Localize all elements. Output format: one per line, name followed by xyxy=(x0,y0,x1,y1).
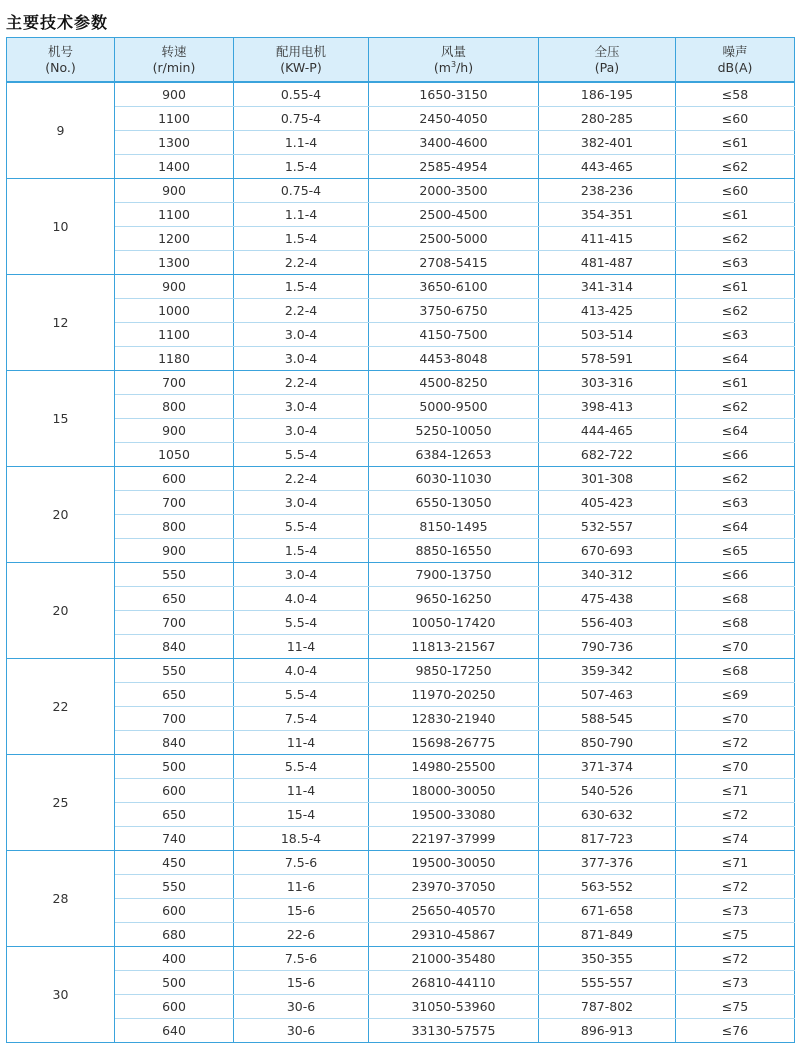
airflow-cell: 25650-40570 xyxy=(369,899,539,923)
motor-cell: 30-6 xyxy=(234,995,369,1019)
noise-cell: ≤63 xyxy=(676,251,795,275)
pressure-cell: 359-342 xyxy=(539,659,676,683)
header-motor-unit: (KW-P) xyxy=(280,59,322,75)
header-airflow-unit: $(m^3/h)$ xyxy=(433,59,474,75)
header-motor-label: 配用电机 xyxy=(275,43,326,59)
noise-cell: ≤64 xyxy=(676,347,795,371)
airflow-cell: 3750-6750 xyxy=(369,299,539,323)
table-row xyxy=(7,491,795,515)
airflow-cell: 2000-3500 xyxy=(369,179,539,203)
speed-cell: 1180 xyxy=(115,347,234,371)
airflow-cell: 9650-16250 xyxy=(369,587,539,611)
pressure-cell: 682-722 xyxy=(539,443,676,467)
airflow-cell: 8150-1495 xyxy=(369,515,539,539)
noise-cell: ≤64 xyxy=(676,419,795,443)
speed-cell: 700 xyxy=(115,491,234,515)
table-row xyxy=(7,779,795,803)
speed-cell: 1100 xyxy=(115,107,234,131)
speed-cell: 900 xyxy=(115,419,234,443)
table-row xyxy=(7,131,795,155)
motor-cell: 3.0-4 xyxy=(234,347,369,371)
noise-cell: ≤62 xyxy=(676,227,795,251)
header-speed-unit: (r/min) xyxy=(152,59,196,75)
speed-cell: 1100 xyxy=(115,323,234,347)
motor-cell: 15-6 xyxy=(234,899,369,923)
table-row xyxy=(7,971,795,995)
pressure-cell: 556-403 xyxy=(539,611,676,635)
airflow-cell: 7900-13750 xyxy=(369,563,539,587)
airflow-cell: 33130-57575 xyxy=(369,1019,539,1043)
table-row xyxy=(7,467,795,491)
noise-cell: ≤63 xyxy=(676,491,795,515)
motor-cell: 1.5-4 xyxy=(234,227,369,251)
airflow-cell: 6384-12653 xyxy=(369,443,539,467)
speed-cell: 640 xyxy=(115,1019,234,1043)
model-cell: 20 xyxy=(7,467,115,563)
model-cell: 22 xyxy=(7,659,115,755)
motor-cell: 5.5-4 xyxy=(234,683,369,707)
noise-cell: ≤62 xyxy=(676,299,795,323)
speed-cell: 650 xyxy=(115,683,234,707)
airflow-cell: 19500-30050 xyxy=(369,851,539,875)
table-row xyxy=(7,851,795,875)
noise-cell: ≤70 xyxy=(676,635,795,659)
noise-cell: ≤76 xyxy=(676,1019,795,1043)
table-row xyxy=(7,443,795,467)
speed-cell: 650 xyxy=(115,803,234,827)
model-cell: 9 xyxy=(7,82,115,179)
airflow-cell: 26810-44110 xyxy=(369,971,539,995)
table-row xyxy=(7,251,795,275)
pressure-cell: 503-514 xyxy=(539,323,676,347)
pressure-cell: 481-487 xyxy=(539,251,676,275)
motor-cell: 2.2-4 xyxy=(234,467,369,491)
model-cell: 20 xyxy=(7,563,115,659)
motor-cell: 1.5-4 xyxy=(234,275,369,299)
table-row xyxy=(7,995,795,1019)
motor-cell: 7.5-6 xyxy=(234,851,369,875)
motor-cell: 7.5-4 xyxy=(234,707,369,731)
airflow-cell: 23970-37050 xyxy=(369,875,539,899)
noise-cell: ≤72 xyxy=(676,947,795,971)
pressure-cell: 238-236 xyxy=(539,179,676,203)
table-row xyxy=(7,899,795,923)
table-row xyxy=(7,827,795,851)
motor-cell: 3.0-4 xyxy=(234,563,369,587)
pressure-cell: 354-351 xyxy=(539,203,676,227)
table-row xyxy=(7,107,795,131)
model-cell: 25 xyxy=(7,755,115,851)
section-title: 主要技术参数 xyxy=(6,13,109,32)
pressure-cell: 398-413 xyxy=(539,395,676,419)
pressure-cell: 303-316 xyxy=(539,371,676,395)
header-pressure-unit: (Pa) xyxy=(594,59,620,75)
header-pressure xyxy=(539,38,676,83)
pressure-cell: 555-557 xyxy=(539,971,676,995)
pressure-cell: 301-308 xyxy=(539,467,676,491)
noise-cell: ≤64 xyxy=(676,515,795,539)
speed-cell: 550 xyxy=(115,659,234,683)
speed-cell: 600 xyxy=(115,779,234,803)
airflow-cell: 4500-8250 xyxy=(369,371,539,395)
model-cell: 10 xyxy=(7,179,115,275)
table-row xyxy=(7,587,795,611)
motor-cell: 5.5-4 xyxy=(234,515,369,539)
noise-cell: ≤62 xyxy=(676,395,795,419)
airflow-cell: 2708-5415 xyxy=(369,251,539,275)
pressure-cell: 444-465 xyxy=(539,419,676,443)
table-header xyxy=(7,38,795,83)
motor-cell: 3.0-4 xyxy=(234,323,369,347)
table-row xyxy=(7,755,795,779)
speed-cell: 800 xyxy=(115,395,234,419)
pressure-cell: 377-376 xyxy=(539,851,676,875)
motor-cell: 7.5-6 xyxy=(234,947,369,971)
table-row xyxy=(7,347,795,371)
speed-cell: 900 xyxy=(115,179,234,203)
motor-cell: 22-6 xyxy=(234,923,369,947)
motor-cell: 5.5-4 xyxy=(234,611,369,635)
pressure-cell: 413-425 xyxy=(539,299,676,323)
table-row xyxy=(7,395,795,419)
table-row xyxy=(7,1019,795,1043)
speed-cell: 800 xyxy=(115,515,234,539)
motor-cell: 5.5-4 xyxy=(234,755,369,779)
table-row xyxy=(7,515,795,539)
motor-cell: 15-4 xyxy=(234,803,369,827)
motor-cell: 11-6 xyxy=(234,875,369,899)
airflow-cell: 29310-45867 xyxy=(369,923,539,947)
header-speed xyxy=(115,38,234,83)
motor-cell: 3.0-4 xyxy=(234,395,369,419)
noise-cell: ≤65 xyxy=(676,539,795,563)
speed-cell: 1000 xyxy=(115,299,234,323)
airflow-cell: 22197-37999 xyxy=(369,827,539,851)
model-cell: 12 xyxy=(7,275,115,371)
noise-cell: ≤62 xyxy=(676,155,795,179)
airflow-cell: 10050-17420 xyxy=(369,611,539,635)
speed-cell: 700 xyxy=(115,371,234,395)
airflow-cell: 3650-6100 xyxy=(369,275,539,299)
noise-cell: ≤61 xyxy=(676,275,795,299)
table-row xyxy=(7,635,795,659)
model-cell: 28 xyxy=(7,851,115,947)
table-row xyxy=(7,82,795,107)
airflow-cell: 4453-8048 xyxy=(369,347,539,371)
pressure-cell: 871-849 xyxy=(539,923,676,947)
airflow-cell: 5000-9500 xyxy=(369,395,539,419)
speed-cell: 600 xyxy=(115,467,234,491)
header-model xyxy=(7,38,115,83)
table-row xyxy=(7,731,795,755)
airflow-cell: 15698-26775 xyxy=(369,731,539,755)
noise-cell: ≤68 xyxy=(676,659,795,683)
noise-cell: ≤72 xyxy=(676,875,795,899)
noise-cell: ≤66 xyxy=(676,443,795,467)
table-row xyxy=(7,155,795,179)
pressure-cell: 411-415 xyxy=(539,227,676,251)
speed-cell: 900 xyxy=(115,82,234,107)
noise-cell: ≤69 xyxy=(676,683,795,707)
motor-cell: 1.1-4 xyxy=(234,131,369,155)
header-noise xyxy=(676,38,795,83)
table-row xyxy=(7,371,795,395)
airflow-cell: 2500-5000 xyxy=(369,227,539,251)
motor-cell: 18.5-4 xyxy=(234,827,369,851)
speed-cell: 700 xyxy=(115,707,234,731)
table-row xyxy=(7,923,795,947)
noise-cell: ≤72 xyxy=(676,731,795,755)
table-row xyxy=(7,683,795,707)
speed-cell: 400 xyxy=(115,947,234,971)
motor-cell: 4.0-4 xyxy=(234,587,369,611)
noise-cell: ≤60 xyxy=(676,107,795,131)
pressure-cell: 532-557 xyxy=(539,515,676,539)
table-body xyxy=(7,82,795,1043)
airflow-cell: 11970-20250 xyxy=(369,683,539,707)
motor-cell: 11-4 xyxy=(234,779,369,803)
airflow-cell: 12830-21940 xyxy=(369,707,539,731)
table-row xyxy=(7,803,795,827)
airflow-cell: 18000-30050 xyxy=(369,779,539,803)
table-row xyxy=(7,707,795,731)
noise-cell: ≤73 xyxy=(676,971,795,995)
pressure-cell: 350-355 xyxy=(539,947,676,971)
motor-cell: 11-4 xyxy=(234,635,369,659)
pressure-cell: 507-463 xyxy=(539,683,676,707)
pressure-cell: 790-736 xyxy=(539,635,676,659)
pressure-cell: 896-913 xyxy=(539,1019,676,1043)
pressure-cell: 405-423 xyxy=(539,491,676,515)
airflow-cell: 19500-33080 xyxy=(369,803,539,827)
pressure-cell: 371-374 xyxy=(539,755,676,779)
pressure-cell: 850-790 xyxy=(539,731,676,755)
pressure-cell: 578-591 xyxy=(539,347,676,371)
table-row xyxy=(7,203,795,227)
header-noise-label: 噪声 xyxy=(722,43,748,59)
header-noise-unit: dB(A) xyxy=(717,59,753,75)
noise-cell: ≤63 xyxy=(676,323,795,347)
speed-cell: 650 xyxy=(115,587,234,611)
airflow-cell: 2585-4954 xyxy=(369,155,539,179)
table-row xyxy=(7,875,795,899)
motor-cell: 1.5-4 xyxy=(234,539,369,563)
airflow-cell: 3400-4600 xyxy=(369,131,539,155)
motor-cell: 15-6 xyxy=(234,971,369,995)
motor-cell: 0.75-4 xyxy=(234,107,369,131)
noise-cell: ≤61 xyxy=(676,203,795,227)
noise-cell: ≤73 xyxy=(676,899,795,923)
pressure-cell: 588-545 xyxy=(539,707,676,731)
airflow-cell: 8850-16550 xyxy=(369,539,539,563)
airflow-cell: 4150-7500 xyxy=(369,323,539,347)
speed-cell: 900 xyxy=(115,275,234,299)
airflow-cell: 14980-25500 xyxy=(369,755,539,779)
motor-cell: 0.75-4 xyxy=(234,179,369,203)
motor-cell: 1.1-4 xyxy=(234,203,369,227)
model-cell: 30 xyxy=(7,947,115,1043)
noise-cell: ≤66 xyxy=(676,563,795,587)
header-airflow xyxy=(369,38,539,83)
speed-cell: 450 xyxy=(115,851,234,875)
speed-cell: 500 xyxy=(115,971,234,995)
table-row xyxy=(7,947,795,971)
airflow-cell: 2500-4500 xyxy=(369,203,539,227)
speed-cell: 1100 xyxy=(115,203,234,227)
speed-cell: 700 xyxy=(115,611,234,635)
speed-cell: 740 xyxy=(115,827,234,851)
noise-cell: ≤68 xyxy=(676,611,795,635)
pressure-cell: 630-632 xyxy=(539,803,676,827)
noise-cell: ≤75 xyxy=(676,995,795,1019)
table-row xyxy=(7,611,795,635)
noise-cell: ≤74 xyxy=(676,827,795,851)
table-row xyxy=(7,179,795,203)
header-motor xyxy=(234,38,369,83)
airflow-cell: 21000-35480 xyxy=(369,947,539,971)
speed-cell: 840 xyxy=(115,731,234,755)
noise-cell: ≤72 xyxy=(676,803,795,827)
noise-cell: ≤62 xyxy=(676,467,795,491)
airflow-cell: 6030-11030 xyxy=(369,467,539,491)
table-row xyxy=(7,659,795,683)
header-pressure-label: 全压 xyxy=(594,43,620,59)
pressure-cell: 341-314 xyxy=(539,275,676,299)
pressure-cell: 670-693 xyxy=(539,539,676,563)
motor-cell: 11-4 xyxy=(234,731,369,755)
table-row xyxy=(7,323,795,347)
motor-cell: 30-6 xyxy=(234,1019,369,1043)
pressure-cell: 671-658 xyxy=(539,899,676,923)
motor-cell: 0.55-4 xyxy=(234,82,369,107)
pressure-cell: 382-401 xyxy=(539,131,676,155)
speed-cell: 900 xyxy=(115,539,234,563)
airflow-cell: 5250-10050 xyxy=(369,419,539,443)
airflow-cell: 31050-53960 xyxy=(369,995,539,1019)
table-row xyxy=(7,563,795,587)
motor-cell: 3.0-4 xyxy=(234,491,369,515)
header-model-unit: (No.) xyxy=(45,59,76,75)
noise-cell: ≤71 xyxy=(676,851,795,875)
motor-cell: 2.2-4 xyxy=(234,299,369,323)
motor-cell: 3.0-4 xyxy=(234,419,369,443)
airflow-cell: 2450-4050 xyxy=(369,107,539,131)
speed-cell: 680 xyxy=(115,923,234,947)
airflow-cell: 9850-17250 xyxy=(369,659,539,683)
speed-cell: 1300 xyxy=(115,131,234,155)
speed-cell: 1050 xyxy=(115,443,234,467)
table-row xyxy=(7,539,795,563)
speed-cell: 1200 xyxy=(115,227,234,251)
airflow-cell: 11813-21567 xyxy=(369,635,539,659)
header-model-label: 机号 xyxy=(47,43,73,59)
pressure-cell: 563-552 xyxy=(539,875,676,899)
noise-cell: ≤61 xyxy=(676,371,795,395)
pressure-cell: 817-723 xyxy=(539,827,676,851)
pressure-cell: 475-438 xyxy=(539,587,676,611)
speed-cell: 1400 xyxy=(115,155,234,179)
pressure-cell: 787-802 xyxy=(539,995,676,1019)
motor-cell: 2.2-4 xyxy=(234,251,369,275)
speed-cell: 500 xyxy=(115,755,234,779)
noise-cell: ≤75 xyxy=(676,923,795,947)
noise-cell: ≤60 xyxy=(676,179,795,203)
table-row xyxy=(7,299,795,323)
noise-cell: ≤58 xyxy=(676,82,795,107)
speed-cell: 550 xyxy=(115,563,234,587)
speed-cell: 600 xyxy=(115,899,234,923)
motor-cell: 2.2-4 xyxy=(234,371,369,395)
pressure-cell: 280-285 xyxy=(539,107,676,131)
header-airflow-label: 风量 xyxy=(440,43,466,59)
motor-cell: 5.5-4 xyxy=(234,443,369,467)
speed-cell: 600 xyxy=(115,995,234,1019)
speed-cell: 1300 xyxy=(115,251,234,275)
spec-table xyxy=(6,37,795,1043)
header-speed-label: 转速 xyxy=(161,43,187,59)
pressure-cell: 443-465 xyxy=(539,155,676,179)
motor-cell: 1.5-4 xyxy=(234,155,369,179)
noise-cell: ≤71 xyxy=(676,779,795,803)
speed-cell: 550 xyxy=(115,875,234,899)
speed-cell: 840 xyxy=(115,635,234,659)
table-row xyxy=(7,275,795,299)
table-row xyxy=(7,227,795,251)
pressure-cell: 340-312 xyxy=(539,563,676,587)
noise-cell: ≤70 xyxy=(676,707,795,731)
airflow-cell: 6550-13050 xyxy=(369,491,539,515)
pressure-cell: 186-195 xyxy=(539,82,676,107)
model-cell: 15 xyxy=(7,371,115,467)
header-row xyxy=(7,38,795,83)
airflow-cell: 1650-3150 xyxy=(369,82,539,107)
motor-cell: 4.0-4 xyxy=(234,659,369,683)
noise-cell: ≤70 xyxy=(676,755,795,779)
pressure-cell: 540-526 xyxy=(539,779,676,803)
noise-cell: ≤61 xyxy=(676,131,795,155)
table-row xyxy=(7,419,795,443)
noise-cell: ≤68 xyxy=(676,587,795,611)
